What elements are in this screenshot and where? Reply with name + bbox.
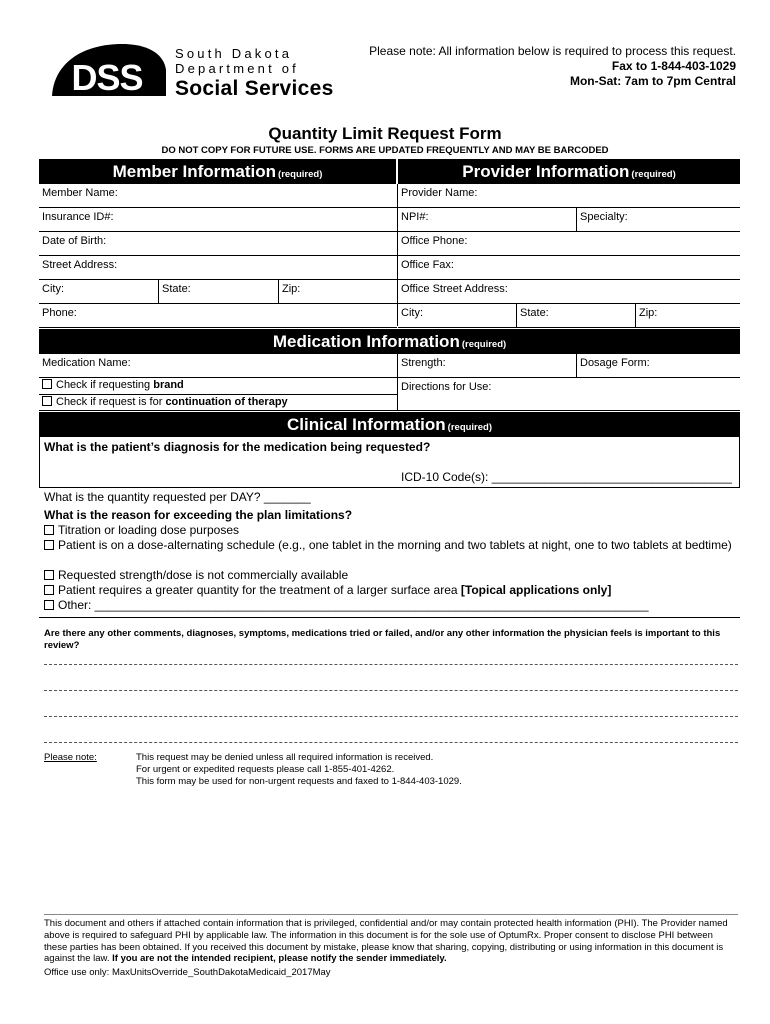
medication-required: (required) (461, 339, 507, 350)
member-city-label: City: (42, 283, 64, 295)
brand-checkbox[interactable] (42, 379, 52, 389)
npi-label: NPI#: (401, 211, 429, 223)
insurance-id-field[interactable] (39, 208, 397, 232)
provider-heading: Provider Information (462, 162, 630, 181)
logo-letters: DSS (71, 57, 143, 98)
street-field[interactable] (39, 256, 397, 280)
divider (158, 280, 159, 304)
dob-label: Date of Birth: (42, 235, 107, 247)
member-name-field[interactable] (39, 184, 397, 208)
insurance-id-label: Insurance ID#: (42, 211, 114, 223)
member-phone-label: Phone: (42, 307, 77, 319)
divider (39, 487, 740, 488)
continuation-checkbox-row[interactable] (42, 396, 288, 408)
brand-label-bold: brand (153, 379, 184, 391)
dose-alternating-checkbox[interactable] (44, 540, 54, 550)
medication-name-field[interactable] (39, 354, 397, 378)
office-phone-field[interactable] (398, 232, 740, 256)
clinical-required: (required) (447, 422, 493, 433)
note-line-1: This request may be denied unless all required information is received. (136, 752, 434, 763)
strength-field[interactable] (398, 354, 576, 378)
office-phone-label: Office Phone: (401, 235, 468, 247)
disclaimer-text: This document and others if attached contain information that is privileged, confidential and/or may contain protected health information (PHI). The Provider named above is required to safeguard PHI by applicable law. The information in this document is for the sole use of OptumRx. Proper consent to disclose PHI between these parties has been obtained. If you received this document by mistake, please know that sharing, copying, distributing or using information in this document is against the law. (44, 918, 728, 965)
please-note-label: Please note: (44, 752, 97, 763)
note-line-3: This form may be used for non-urgent requests and faxed to 1-844-403-1029. (136, 776, 462, 787)
dob-field[interactable] (39, 232, 397, 256)
directions-field[interactable] (398, 378, 740, 410)
clinical-info-header (39, 412, 740, 437)
comments-line-1[interactable] (44, 664, 738, 665)
office-hours: Mon-Sat: 7am to 7pm Central (569, 74, 736, 88)
notes-block (136, 752, 462, 788)
npi-field[interactable] (398, 208, 576, 232)
brand-checkbox-row[interactable] (42, 379, 184, 391)
option-other-label: Other: ___________________________________________________________________________________ (58, 598, 649, 612)
disclaimer-bold: If you are not the intended recipient, please notify the sender immediately. (112, 953, 447, 965)
provider-city-label: City: (401, 307, 423, 319)
dosage-form-label: Dosage Form: (580, 357, 650, 369)
footer-disclaimer (44, 918, 738, 965)
specialty-label: Specialty: (580, 211, 628, 223)
medication-name-label: Medication Name: (42, 357, 131, 369)
divider (39, 394, 397, 395)
surface-area-checkbox[interactable] (44, 585, 54, 595)
logo-department: Department of (175, 61, 299, 76)
divider (635, 304, 636, 328)
member-state-field[interactable] (159, 280, 278, 304)
option-dose-alternating[interactable] (44, 538, 734, 553)
medication-info-header (39, 329, 740, 354)
office-fax-field[interactable] (398, 256, 740, 280)
divider (576, 208, 577, 232)
topical-only-label: [Topical applications only] (460, 583, 612, 597)
note-line-2: For urgent or expedited requests please call 1-855-401-4262. (136, 764, 395, 775)
option-not-available-label: Requested strength/dose is not commercially available (58, 568, 349, 582)
strength-label: Strength: (401, 357, 446, 369)
option-dose-alternating-label: Patient is on a dose-alternating schedule (e.g., one tablet in the morning and two tablets at night, one to two tablets at bedtime) (58, 538, 732, 552)
provider-name-label: Provider Name: (401, 187, 478, 199)
header-note (369, 44, 736, 89)
directions-label: Directions for Use: (401, 381, 492, 393)
continuation-checkbox[interactable] (42, 396, 52, 406)
divider (39, 437, 40, 487)
member-zip-label: Zip: (282, 283, 301, 295)
option-not-available[interactable] (44, 568, 734, 583)
reason-question: What is the reason for exceeding the plan limitations? (44, 508, 353, 522)
logo-state: South Dakota (175, 46, 293, 61)
diagnosis-question: What is the patient’s diagnosis for the medication being requested? (44, 440, 431, 454)
member-info-header (39, 159, 396, 184)
icd-code-field[interactable]: ICD-10 Code(s): ____________________________________ (401, 470, 732, 484)
divider (739, 437, 740, 487)
not-available-checkbox[interactable] (44, 570, 54, 580)
member-zip-field[interactable] (279, 280, 397, 304)
dss-logo (44, 42, 168, 104)
comments-line-4[interactable] (44, 742, 738, 743)
clinical-heading: Clinical Information (286, 415, 446, 434)
divider (39, 617, 740, 618)
continuation-label-prefix: Check if request is for (56, 396, 166, 408)
provider-info-header (398, 159, 740, 184)
logo-social-services: Social Services (175, 77, 334, 100)
office-use-label: Office use only: MaxUnitsOverride_SouthDakotaMedicaid_2017May (44, 967, 331, 978)
member-city-field[interactable] (39, 280, 158, 304)
office-street-field[interactable] (398, 280, 740, 304)
provider-required: (required) (631, 169, 676, 180)
divider (44, 914, 738, 915)
provider-zip-label: Zip: (639, 307, 658, 319)
member-required: (required) (278, 169, 323, 180)
other-checkbox[interactable] (44, 600, 54, 610)
continuation-label-bold: continuation of therapy (165, 396, 288, 408)
logo-wordmark (175, 46, 334, 102)
option-titration-label: Titration or loading dose purposes (58, 523, 239, 537)
member-heading: Member Information (112, 162, 277, 181)
member-phone-field[interactable] (39, 304, 397, 328)
comments-question: Are there any other comments, diagnoses, symptoms, medications tried or failed, and/or any other information the physician feels is important to this review? (44, 628, 721, 651)
form-subtitle: DO NOT COPY FOR FUTURE USE. FORMS ARE UPDATED FREQUENTLY AND MAY BE BARCODED (161, 145, 609, 156)
provider-name-field[interactable] (398, 184, 740, 208)
provider-zip-field[interactable] (636, 304, 740, 328)
divider (39, 410, 740, 411)
provider-state-field[interactable] (517, 304, 635, 328)
divider (516, 304, 517, 328)
fax-number: Fax to 1-844-403-1029 (611, 59, 736, 73)
comments-line-2[interactable] (44, 690, 738, 691)
street-label: Street Address: (42, 259, 118, 271)
office-street-label: Office Street Address: (401, 283, 508, 295)
form-title: Quantity Limit Request Form (268, 124, 502, 143)
comments-line-3[interactable] (44, 716, 738, 717)
provider-state-label: State: (520, 307, 549, 319)
provider-city-field[interactable] (398, 304, 516, 328)
option-titration[interactable] (44, 523, 734, 538)
required-note: Please note: All information below is required to process this request. (369, 44, 736, 58)
option-surface-area-label: Patient requires a greater quantity for the treatment of a larger surface area (58, 583, 461, 597)
option-other[interactable] (44, 598, 734, 613)
office-fax-label: Office Fax: (401, 259, 454, 271)
medication-heading: Medication Information (272, 332, 460, 351)
option-surface-area[interactable] (44, 583, 734, 598)
divider (278, 280, 279, 304)
member-state-label: State: (162, 283, 191, 295)
dosage-form-field[interactable] (577, 354, 740, 378)
titration-checkbox[interactable] (44, 525, 54, 535)
brand-label-prefix: Check if requesting (56, 379, 154, 391)
specialty-field[interactable] (577, 208, 740, 232)
member-name-label: Member Name: (42, 187, 118, 199)
quantity-question[interactable]: What is the quantity requested per DAY? _______ (44, 490, 311, 504)
